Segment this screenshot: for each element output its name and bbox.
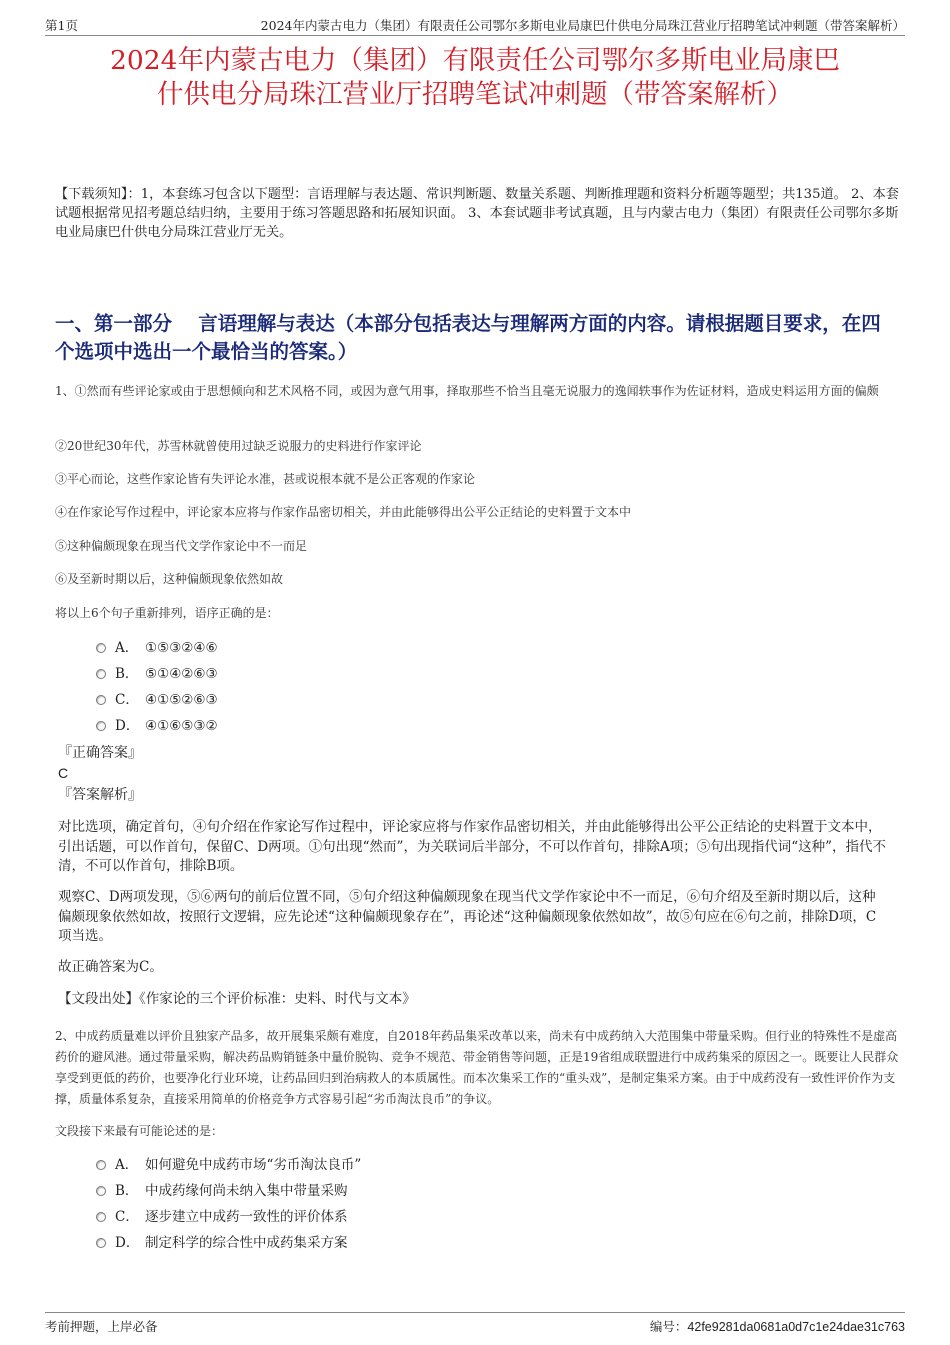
option-text: ④①⑥⑤③② — [145, 718, 218, 734]
download-notice: 【下载须知】：1，本套练习包含以下题型：言语理解与表达题、常识判断题、数量关系题、判断推理题和资料分析题等题型；共135道。 2、本套试题根据常见招考题总结归纳，主要用于练习答题思路和拓展知识面。 3、本套试题非考试真题，且与内蒙古电力（集团）有限责任公司鄂尔多斯电业局康巴什供电分局珠江营业厅无关。 — [55, 187, 899, 240]
question-1-item: ②20世纪30年代，苏雪林就曾使用过缺乏说服力的史料进行作家评论 — [55, 439, 422, 453]
document-title-line-1: 2024年内蒙古电力（集团）有限责任公司鄂尔多斯电业局康巴 — [110, 45, 840, 76]
source-citation: 【文段出处】《作家论的三个评价标准：史料、时代与文本》 — [58, 991, 416, 1007]
question-1-option-a[interactable] — [96, 638, 218, 658]
page-number: 第1页 — [45, 18, 78, 33]
radio-icon[interactable] — [96, 643, 106, 653]
question-1-option-c[interactable] — [96, 690, 218, 710]
option-text: ①⑤③②④⑥ — [145, 640, 218, 656]
radio-icon[interactable] — [96, 669, 106, 679]
analysis-paragraph: 观察C、D两项发现，⑤⑥两句的前后位置不同，⑤句介绍这种偏颇现象在现当代文学作家论中不一而足，⑥句介绍及至新时期以后，这种偏颇现象依然如故，按照行文逻辑，应先论述“这种偏颇现象存在”，再论述“这种偏颇现象依然如故”，故⑤句应在⑥句之前，排除D项，C项当选。 — [58, 889, 877, 944]
document-id-label: 编号： — [649, 1319, 688, 1334]
radio-icon[interactable] — [96, 1238, 106, 1248]
question-2-prompt: 文段接下来最有可能论述的是： — [55, 1124, 224, 1138]
section-title: 一、第一部分 言语理解与表达（本部分包括表达与理解两方面的内容。请根据题目要求，在四个选项中选出一个最恰当的答案。） — [55, 312, 881, 363]
option-text: ⑤①④②⑥③ — [145, 666, 218, 682]
option-letter: C． — [115, 1209, 139, 1225]
question-2-option-b[interactable] — [96, 1181, 348, 1201]
correct-answer: C — [58, 765, 69, 781]
footer-slogan: 考前押题，上岸必备 — [45, 1319, 158, 1334]
correct-answer-label: 『正确答案』 — [58, 745, 142, 761]
page-header — [45, 14, 905, 36]
question-1-item: ⑥及至新时期以后，这种偏颇现象依然如故 — [55, 572, 284, 586]
option-text: 逐步建立中成药一致性的评价体系 — [145, 1209, 348, 1225]
option-text: ④①⑤②⑥③ — [145, 692, 218, 708]
document-title-line-2: 什供电分局珠江营业厅招聘笔试冲刺题（带答案解析） — [157, 79, 793, 110]
question-1-item: ③平心而论，这些作家论皆有失评论水准，甚或说根本就不是公正客观的作家论 — [55, 472, 476, 486]
question-1-item: ④在作家论写作过程中，评论家本应将与作家作品密切相关，并由此能够得出公平公正结论的史料置于文本中 — [55, 505, 632, 519]
option-text: 制定科学的综合性中成药集采方案 — [145, 1235, 348, 1251]
running-title: 2024年内蒙古电力（集团）有限责任公司鄂尔多斯电业局康巴什供电分局珠江营业厅招聘笔试冲刺题（带答案解析） — [260, 18, 905, 33]
question-1-option-d[interactable] — [96, 716, 218, 736]
document-id-code: 42fe9281da0681a0d7c1e24dae31c763 — [687, 1320, 905, 1334]
option-text: 如何避免中成药市场“劣币淘汰良币” — [145, 1157, 362, 1173]
question-1-item: ⑤这种偏颇现象在现当代文学作家论中不一而足 — [55, 539, 308, 553]
radio-icon[interactable] — [96, 721, 106, 731]
question-2-option-c[interactable] — [96, 1207, 348, 1227]
option-letter: B． — [115, 666, 139, 682]
document-title — [40, 44, 910, 112]
analysis-paragraph: 对比选项，确定首句，④句介绍在作家论写作过程中，评论家应将与作家作品密切相关，并由此能够得出公平公正结论的史料置于文本中，引出话题，可以作首句，保留C、D两项。①句出现“然而”，为关联词后半部分，不可以作首句，排除A项；⑤句出现指代词“这种”，指代不清，不可以作首句，排除B项。 — [58, 819, 887, 874]
analysis-paragraph: 故正确答案为C。 — [58, 959, 163, 975]
question-1-stem: 1、①然而有些评论家或由于思想倾向和艺术风格不同，或因为意气用事，择取那些不恰当且毫无说服力的逸闻轶事作为佐证材料，造成史料运用方面的偏颇 — [55, 384, 879, 398]
question-2-stem: 2、中成药质量难以评价且独家产品多，故开展集采颇有难度，自2018年药品集采改革以来，尚未有中成药纳入大范围集中带量采购。但行业的特殊性不是虚高药价的避风港。通过带量采购，解决药品购销链条中量价脱钩、竞争不规范、带金销售等问题，正是19省组成联盟进行中成药集采的原因之一。既要让人民群众享受到更低的药价，也要净化行业环境，让药品回归到治病救人的本质属性。而本次集采工作的“重头戏”，是制定集采方案。由于中成药没有一致性评价作为支撑，质量体系复杂，直接采用简单的价格竞争方式容易引起“劣币淘汰良币”的争议。 — [55, 1029, 899, 1106]
page-footer — [45, 1312, 905, 1336]
radio-icon[interactable] — [96, 1186, 106, 1196]
option-letter: A． — [115, 1157, 139, 1173]
analysis-label: 『答案解析』 — [58, 787, 142, 803]
option-letter: D． — [115, 718, 140, 734]
option-letter: A． — [115, 640, 139, 656]
option-text: 中成药缘何尚未纳入集中带量采购 — [145, 1183, 348, 1199]
question-1-prompt: 将以上6个句子重新排列，语序正确的是： — [55, 606, 279, 620]
radio-icon[interactable] — [96, 1160, 106, 1170]
radio-icon[interactable] — [96, 695, 106, 705]
question-2-option-a[interactable] — [96, 1155, 361, 1175]
question-2-option-d[interactable] — [96, 1233, 348, 1253]
option-letter: D． — [115, 1235, 140, 1251]
option-letter: B． — [115, 1183, 139, 1199]
question-1-option-b[interactable] — [96, 664, 218, 684]
radio-icon[interactable] — [96, 1212, 106, 1222]
option-letter: C． — [115, 692, 139, 708]
document-id — [650, 1317, 905, 1335]
